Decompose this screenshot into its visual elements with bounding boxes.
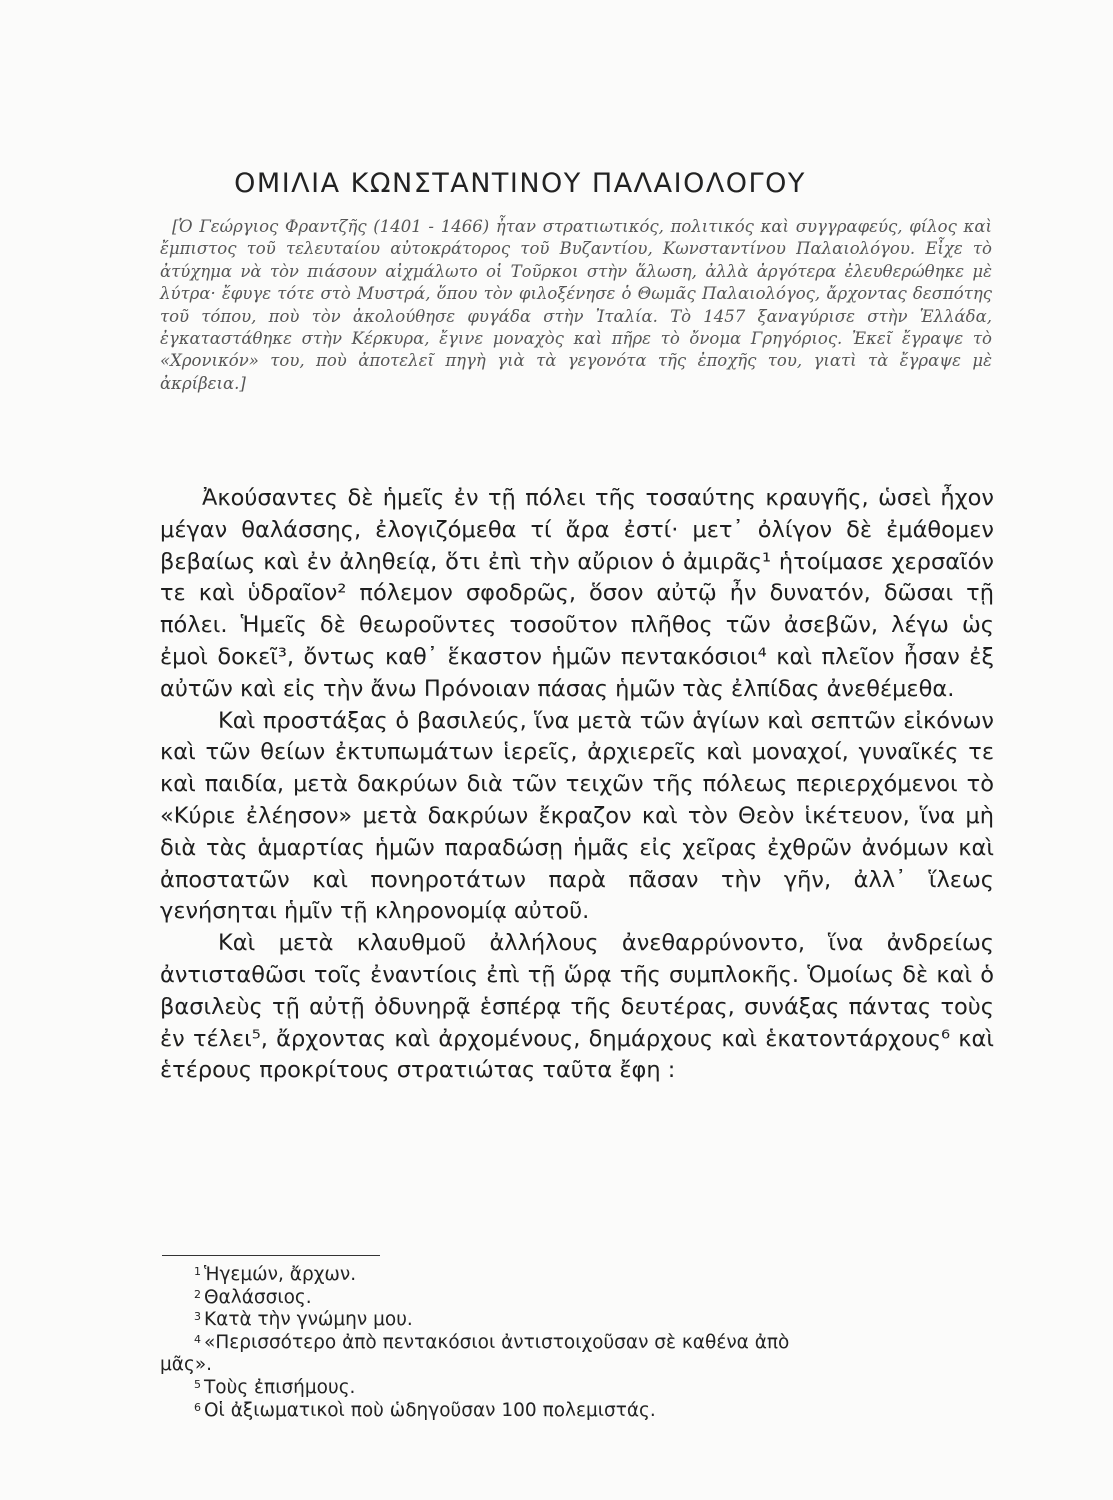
footnote-4	[160, 1332, 1000, 1377]
footnote-text: Θαλάσσιος.	[204, 1286, 312, 1308]
intro-note	[160, 216, 992, 395]
footnote-6	[160, 1400, 1000, 1423]
intro-text: [Ὁ Γεώργιος Φραντζῆς (1401 - 1466) ἦταν στρατιωτικός, πολιτικός καὶ συγγραφεύς, φίλος καὶ ἔμπιστος τοῦ τελευταίου αὐτοκράτορος τοῦ Βυζαντίου, Κωνσταντίνου Παλαιολόγου. Εἶχε τὸ ἀτύχημα νὰ τὸν πιάσουν αἰχμάλωτο οἱ Τοῦρκοι στὴν ἅλωση, ἀλλὰ ἀργότερα ἐλευθερώθηκε μὲ λύτρα· ἔφυγε τότε στὸ Μυστρά, ὅπου τὸν φιλοξένησε ὁ Θωμᾶς Παλαιολόγος, ἄρχοντας δεσπότης τοῦ τόπου, ποὺ τὸν ἀκολούθησε φυγάδα στὴν Ἰταλία. Τὸ 1457 ξαναγύρισε στὴν Ἑλλάδα, ἐγκαταστάθηκε στὴν Κέρκυρα, ἔγινε μοναχὸς καὶ πῆρε τὸ ὄνομα Γρηγόριος. Ἐκεῖ ἔγραψε τὸ «Χρονικόν» του, ποὺ ἀποτελεῖ πηγὴ γιὰ τὰ γεγονότα τῆς ἐποχῆς του, γιατὶ τὰ ἔγραψε μὲ ἀκρίβεια.]	[160, 217, 992, 393]
paragraph-1: Ἀκούσαντες δὲ ἡμεῖς ἐν τῇ πόλει τῆς τοσαύτης κραυγῆς, ὡσεὶ ἦχον μέγαν θαλάσσης, ἐλογιζόμεθα τί ἄρα ἐστί· μετ᾽ ὀλίγον δὲ ἐμάθομεν βεβαίως καὶ ἐν ἀληθείᾳ, ὅτι ἐπὶ τὴν αὔριον ὁ ἀμιρᾶς¹ ἡτοίμασε χερσαῖόν τε καὶ ὑδραῖον² πόλεμον σφοδρῶς, ὅσον αὐτῷ ἦν δυνατόν, δῶσαι τῇ πόλει. Ἡμεῖς δὲ θεωροῦντες τοσοῦτον πλῆθος τῶν ἀσεβῶν, λέγω ὡς ἐμοὶ δοκεῖ³, ὄντως καθ᾽ ἕκαστον ἡμῶν πεντακόσιοι⁴ καὶ πλεῖον ἦσαν ἐξ αὐτῶν καὶ εἰς τὴν ἄνω Πρόνοιαν πάσας ἡμῶν τὰς ἐλπίδας ἀνεθέμεθα.	[160, 485, 994, 702]
footnote-text: Οἱ ἀξιωματικοὶ ποὺ ὡδηγοῦσαν 100 πολεμιστάς.	[204, 1399, 656, 1421]
footnote-5	[160, 1377, 1000, 1400]
paragraph-2: Καὶ προστάξας ὁ βασιλεύς, ἵνα μετὰ τῶν ἁγίων καὶ σεπτῶν εἰκόνων καὶ τῶν θείων ἐκτυπωμάτων ἱερεῖς, ἀρχιερεῖς καὶ μοναχοί, γυναῖκές τε καὶ παιδία, μετὰ δακρύων διὰ τῶν τειχῶν τῆς πόλεως περιερχόμενοι τὸ «Κύριε ἐλέησον» μετὰ δακρύων ἔκραζον καὶ τὸν Θεὸν ἱκέτευον, ἵνα μὴ διὰ τὰς ἁμαρτίας ἡμῶν παραδώσῃ ἡμᾶς εἰς χεῖρας ἐχθρῶν ἀνόμων καὶ ἀποστατῶν καὶ πονηροτάτων παρὰ πᾶσαν τὴν γῆν, ἀλλ᾽ ἵλεως γενήσηται ἡμῖν τῇ κληρονομίᾳ αὐτοῦ.	[160, 707, 994, 925]
footnote-number: 2	[194, 1287, 201, 1301]
footnote-text: Τοὺς ἐπισήμους.	[204, 1376, 356, 1398]
footnote-number: 1	[194, 1265, 201, 1278]
footnotes	[160, 1264, 1000, 1422]
footnote-number: 4	[194, 1332, 201, 1346]
main-text	[160, 483, 994, 1087]
footnote-number: 6	[194, 1400, 201, 1414]
footnote-text: «Περισσότερο ἀπὸ πεντακόσιοι ἀντιστοιχοῦσαν σὲ καθένα ἀπὸ	[204, 1331, 790, 1353]
footnote-text-continued: μᾶς».	[160, 1354, 213, 1376]
footnote-1	[160, 1264, 1000, 1287]
footnote-text: Ἡγεμών, ἄρχων.	[204, 1264, 357, 1285]
footnote-divider	[162, 1255, 380, 1256]
page-title: ΟΜΙΛΙΑ ΚΩΝΣΤΑΝΤΙΝΟΥ ΠΑΛΑΙΟΛΟΓΟΥ	[234, 168, 806, 199]
footnote-number: 3	[194, 1310, 201, 1324]
footnote-2	[160, 1287, 1000, 1310]
footnote-number: 5	[194, 1377, 201, 1391]
footnote-text: Κατὰ τὴν γνώμην μου.	[204, 1309, 413, 1331]
paragraph-3: Καὶ μετὰ κλαυθμοῦ ἀλλήλους ἀνεθαρρύνοντο, ἵνα ἀνδρείως ἀντισταθῶσι τοῖς ἐναντίοις ἐπὶ τῇ ὥρᾳ τῆς συμπλοκῆς. Ὁμοίως δὲ καὶ ὁ βασιλεὺς τῇ αὐτῇ ὀδυνηρᾷ ἑσπέρᾳ τῆς δευτέρας, συνάξας πάντας τοὺς ἐν τέλει⁵, ἄρχοντας καὶ ἀρχομένους, δημάρχους καὶ ἑκατοντάρχους⁶ καὶ ἑτέρους προκρίτους στρατιώτας ταῦτα ἔφη :	[160, 930, 994, 1084]
footnote-3	[160, 1309, 1000, 1332]
